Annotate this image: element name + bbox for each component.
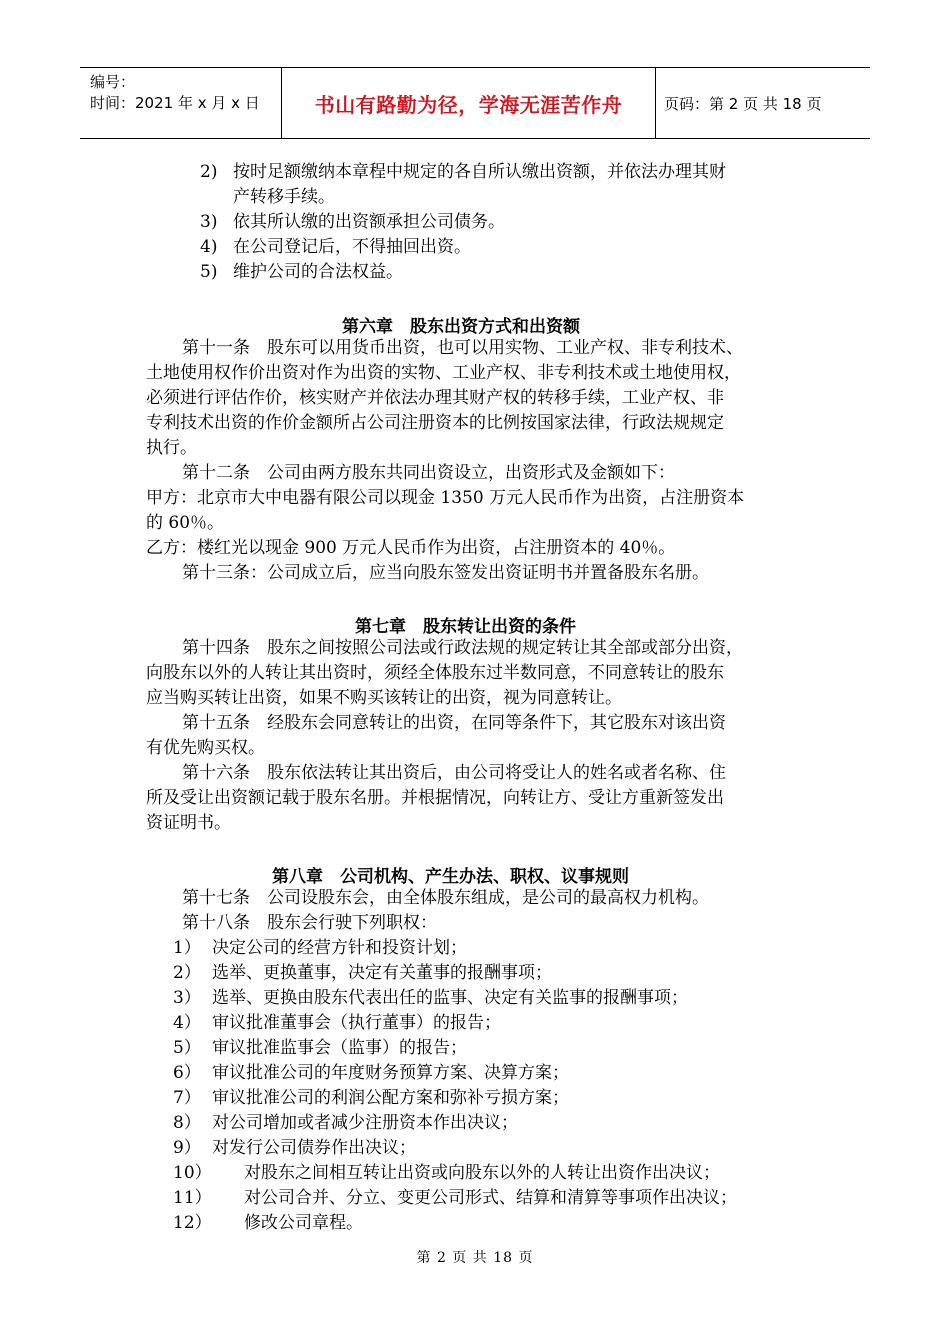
number-label: 编号：: [90, 73, 136, 91]
power-text: 选举、更换董事，决定有关董事的报酬事项；: [212, 963, 552, 983]
list-item-num: 4): [200, 237, 218, 257]
power-num: 2）: [173, 963, 201, 983]
article-line: 专利技术出资的作价金额所占公司注册资本的比例按国家法律，行政法规规定: [146, 413, 724, 433]
header-meta: [80, 68, 282, 138]
list-item-num: 3): [200, 212, 218, 232]
chapter-heading: 第七章 股东转让出资的条件: [355, 617, 576, 637]
article-line: 第十四条 股东之间按照公司法或行政法规的规定转让其全部或部分出资，: [182, 638, 743, 658]
list-item-num: 5): [200, 262, 218, 282]
date-label: 时间：2021 年 x 月 x 日: [90, 94, 260, 112]
power-text: 审议批准公司的利润公配方案和弥补亏损方案；: [212, 1088, 569, 1108]
power-num: 10）: [173, 1163, 212, 1183]
power-num: 12）: [173, 1213, 212, 1233]
power-text: 对股东之间相互转让出资或向股东以外的人转让出资作出决议；: [244, 1163, 720, 1183]
list-item-text: 维护公司的合法权益。: [233, 262, 403, 282]
page-header: [80, 67, 870, 139]
header-motto: 书山有路勤为径，学海无涯苦作舟: [314, 92, 623, 117]
article-line: 的 60％。: [146, 513, 225, 533]
power-text: 修改公司章程。: [244, 1213, 363, 1233]
article-line: 乙方：楼红光以现金 900 万元人民币作为出资，占注册资本的 40％。: [146, 538, 676, 558]
list-item-text: 依其所认缴的出资额承担公司债务。: [233, 212, 505, 232]
article-line: 向股东以外的人转让其出资时，须经全体股东过半数同意，不同意转让的股东: [146, 663, 724, 683]
article-line: 第十六条 股东依法转让其出资后，由公司将受让人的姓名或者名称、住: [182, 763, 726, 783]
list-item-num: 2): [200, 162, 218, 182]
header-page-label: 页码：第 2 页 共 18 页: [664, 94, 822, 113]
list-item-text: 产转移手续。: [233, 187, 335, 207]
article-line: 第十二条 公司由两方股东共同出资设立，出资形式及金额如下：: [182, 463, 675, 483]
article-line: 必须进行评估作价，核实财产并依法办理其财产权的转移手续，工业产权、非: [146, 388, 724, 408]
chapter-heading: 第八章 公司机构、产生办法、职权、议事规则: [272, 867, 629, 887]
power-text: 对发行公司债券作出决议；: [212, 1138, 416, 1158]
power-text: 选举、更换由股东代表出任的监事、决定有关监事的报酬事项；: [212, 988, 688, 1008]
article-line: 甲方：北京市大中电器有限公司以现金 1350 万元人民币作为出资，占注册资本: [146, 488, 745, 508]
power-text: 对公司合并、分立、变更公司形式、结算和清算等事项作出决议；: [244, 1188, 737, 1208]
article-line: 第十三条：公司成立后，应当向股东签发出资证明书并置备股东名册。: [182, 563, 709, 583]
article-line: 执行。: [146, 438, 197, 458]
power-num: 11）: [173, 1188, 212, 1208]
power-text: 对公司增加或者减少注册资本作出决议；: [212, 1113, 518, 1133]
article-line: 第十七条 公司设股东会，由全体股东组成，是公司的最高权力机构。: [182, 888, 709, 908]
article-line: 第十五条 经股东会同意转让的出资，在同等条件下，其它股东对该出资: [182, 713, 726, 733]
article-line: 应当购买转让出资，如果不购买该转让的出资，视为同意转让。: [146, 688, 622, 708]
article-line: 第十八条 股东会行驶下列职权：: [182, 913, 437, 933]
power-text: 审议批准董事会（执行董事）的报告；: [212, 1013, 501, 1033]
power-num: 8）: [173, 1113, 201, 1133]
power-num: 7）: [173, 1088, 201, 1108]
power-num: 9）: [173, 1138, 201, 1158]
article-line: 有优先购买权。: [146, 738, 265, 758]
list-item-text: 按时足额缴纳本章程中规定的各自所认缴出资额，并依法办理其财: [233, 162, 726, 182]
article-line: 土地使用权作价出资对作为出资的实物、工业产权、非专利技术或土地使用权，: [146, 363, 741, 383]
chapter-heading: 第六章 股东出资方式和出资额: [342, 317, 580, 337]
article-line: 第十一条 股东可以用货币出资，也可以用实物、工业产权、非专利技术、: [182, 338, 743, 358]
power-num: 1）: [173, 938, 201, 958]
list-item-text: 在公司登记后，不得抽回出资。: [233, 237, 471, 257]
power-num: 6）: [173, 1063, 201, 1083]
power-text: 审议批准公司的年度财务预算方案、决算方案；: [212, 1063, 569, 1083]
article-line: 资证明书。: [146, 813, 231, 833]
article-line: 所及受让出资额记载于股东名册。并根据情况，向转让方、受让方重新签发出: [146, 788, 724, 808]
header-motto-cell: [282, 68, 656, 138]
page-footer: 第 2 页 共 18 页: [416, 1250, 534, 1266]
power-num: 3）: [173, 988, 201, 1008]
power-num: 4）: [173, 1013, 201, 1033]
power-text: 审议批准监事会（监事）的报告；: [212, 1038, 467, 1058]
power-text: 决定公司的经营方针和投资计划；: [212, 938, 467, 958]
power-num: 5）: [173, 1038, 201, 1058]
